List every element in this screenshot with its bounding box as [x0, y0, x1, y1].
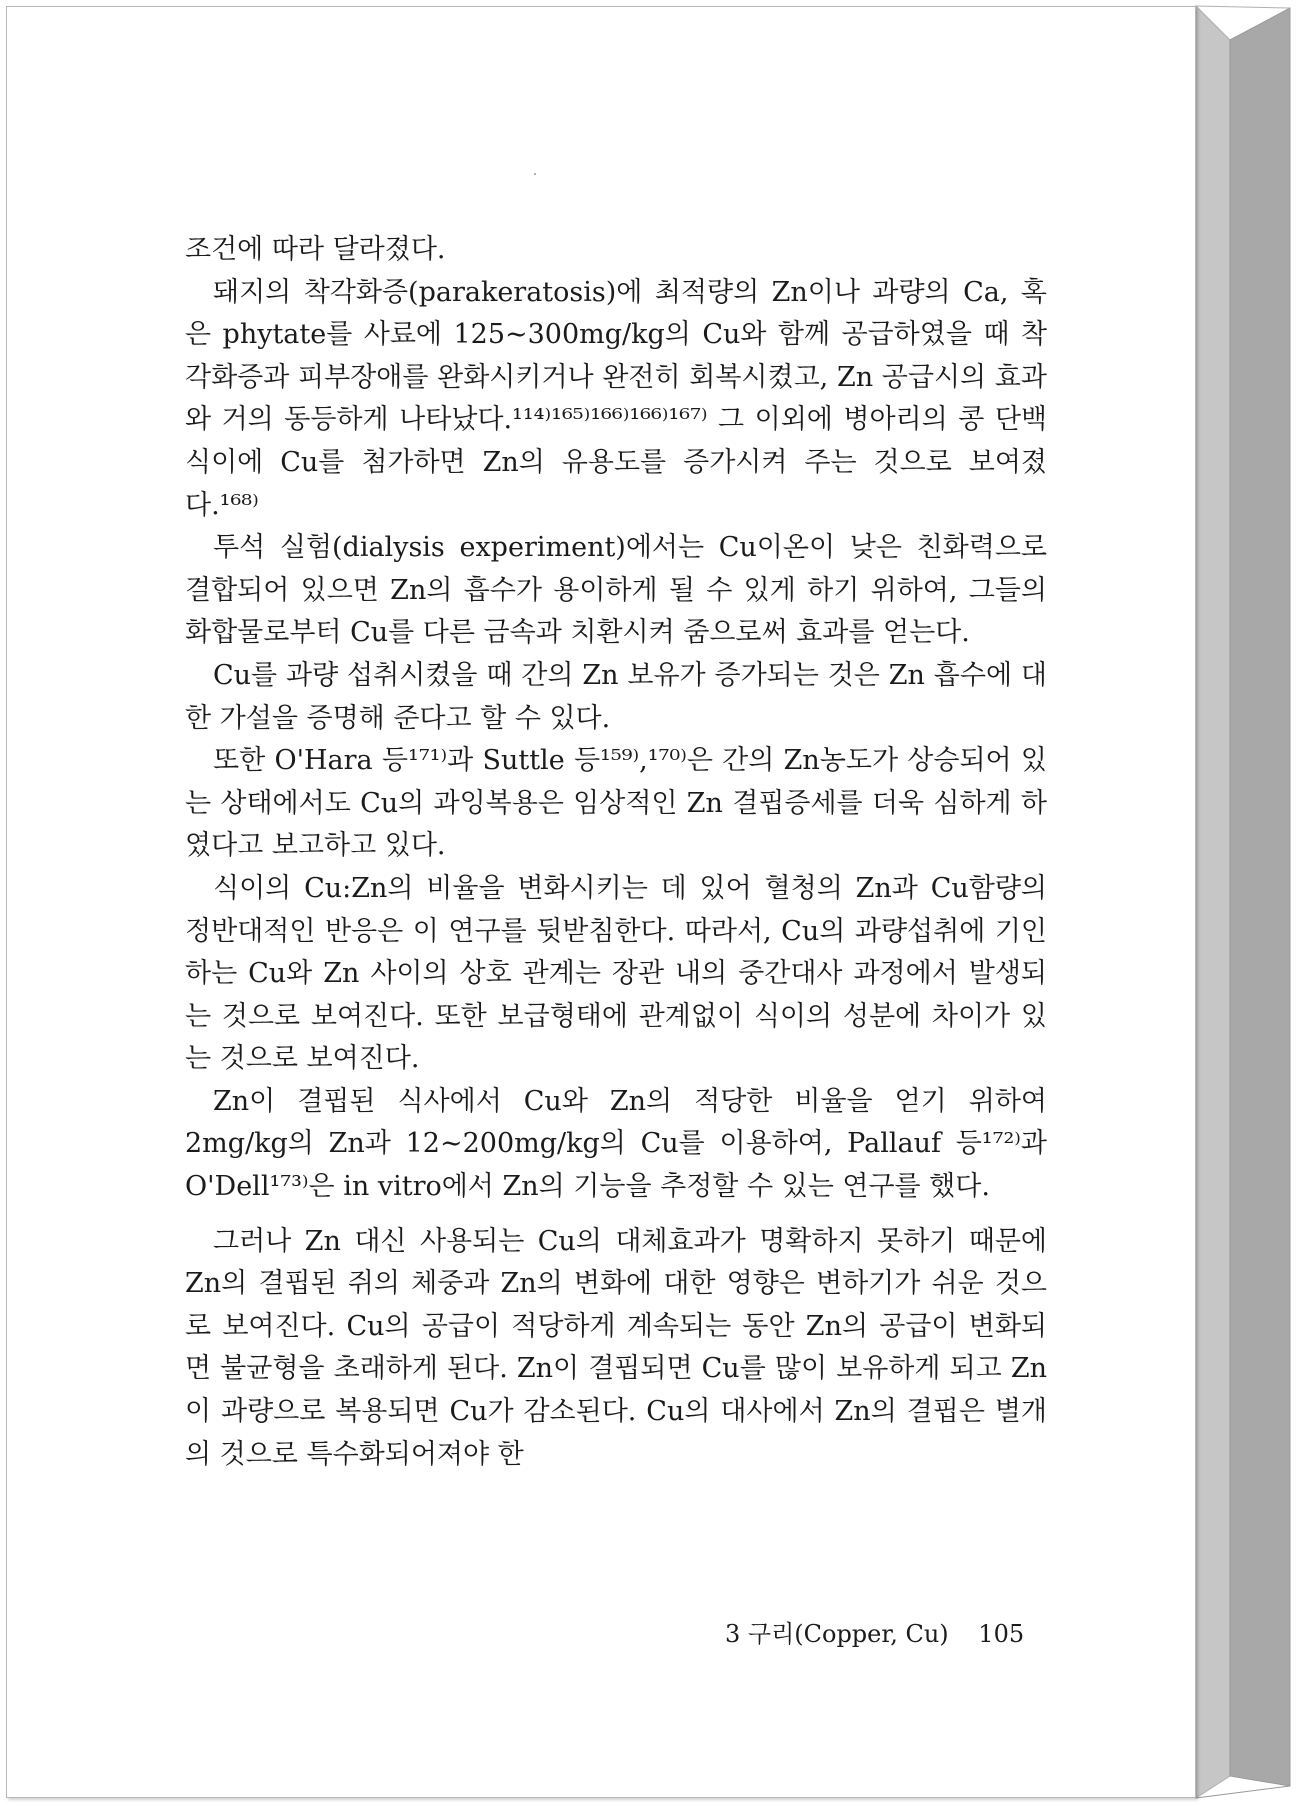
paragraph: Zn이 결핍된 식사에서 Cu와 Zn의 적당한 비율을 얻기 위하여 2mg/kg의 Zn과 12∼200mg/kg의 Cu를 이용하여, Pallauf 등¹⁷²⁾과 O'Dell¹⁷³⁾은 in vitro에서 Zn의 기능을 추정할 수 있는 연구를 했다. [185, 1085, 1047, 1203]
paragraph: 또한 O'Hara 등¹⁷¹⁾과 Suttle 등¹⁵⁹⁾,¹⁷⁰⁾은 간의 Zn농도가 상승되어 있는 상태에서도 Cu의 과잉복용은 임상적인 Zn 결핍증세를 더욱 심하게 하였다고 보고하고 있다. [185, 745, 1047, 862]
page-number: 105 [978, 1620, 1025, 1648]
scan-speck [534, 173, 536, 175]
running-footer [725, 1619, 1055, 1649]
paragraph: 그러나 Zn 대신 사용되는 Cu의 대체효과가 명확하지 못하기 때문에 Zn의 결핍된 쥐의 체중과 Zn의 변화에 대한 영향은 변하기가 쉬운 것으로 보여진다. Cu의 공급이 적당하게 계속되는 동안 Zn의 공급이 변화되면 불균형을 초래하게 된다. Zn이 결핍되면 Cu를 많이 보유하게 되고 Zn이 과량으로 복용되면 Cu가 감소된다. Cu의 대사에서 Zn의 결핍은 별개의 것으로 특수화되어져야 한 [185, 1225, 1047, 1470]
book-page [6, 6, 1196, 1798]
paragraph: Cu를 과량 섭취시켰을 때 간의 Zn 보유가 증가되는 것은 Zn 흡수에 대한 가설을 증명해 준다고 할 수 있다. [185, 659, 1047, 734]
paragraph: 투석 실험(dialysis experiment)에서는 Cu이온이 낮은 친화력으로 결합되어 있으면 Zn의 흡수가 용이하게 될 수 있게 하기 위하여, 그들의 화합물로부터 Cu를 다른 금속과 치환시켜 줌으로써 효과를 얻는다. [185, 532, 1047, 649]
chapter-title: 3 구리(Copper, Cu) [725, 1620, 949, 1648]
paragraph: 조건에 따라 달라졌다. [185, 234, 446, 265]
paragraph: 돼지의 착각화증(parakeratosis)에 최적량의 Zn이나 과량의 Ca, 혹은 phytate를 사료에 125∼300mg/kg의 Cu와 함께 공급하였을 때 착각화증과 피부장애를 완화시키거나 완전히 회복시켰고, Zn 공급시의 효과와 거의 동등하게 나타났다.¹¹⁴⁾¹⁶⁵⁾¹⁶⁶⁾¹⁶⁶⁾¹⁶⁷⁾ 그 이외에 병아리의 콩 단백 식이에 Cu를 첨가하면 Zn의 유용도를 증가시켜 주는 것으로 보여졌다.¹⁶⁸⁾ [185, 276, 1047, 521]
body-text [185, 229, 1047, 1476]
paragraph: 식이의 Cu:Zn의 비율을 변화시키는 데 있어 혈청의 Zn과 Cu함량의 정반대적인 반응은 이 연구를 뒷받침한다. 따라서, Cu의 과량섭취에 기인하는 Cu와 Zn 사이의 상호 관계는 장관 내의 중간대사 과정에서 발생되는 것으로 보여진다. 또한 보급형태에 관계없이 식이의 성분에 차이가 있는 것으로 보여진다. [185, 872, 1047, 1075]
